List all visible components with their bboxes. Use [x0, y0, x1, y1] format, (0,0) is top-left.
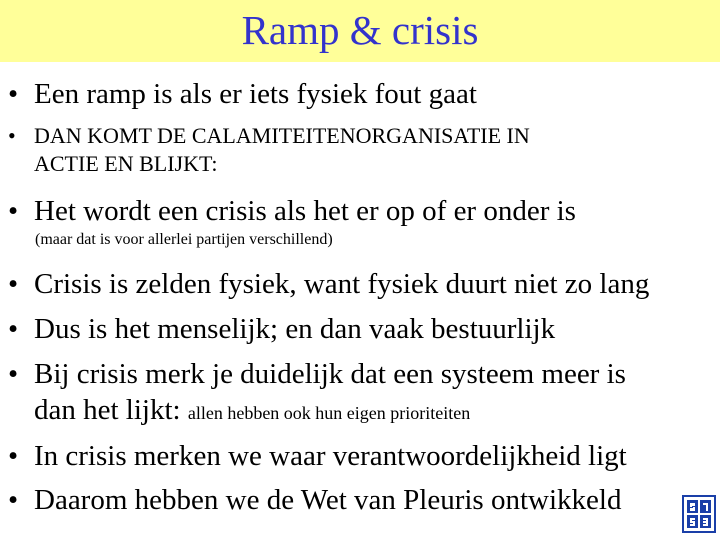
- bullet-text-line1: DAN KOMT DE CALAMITEITENORGANISATIE IN: [34, 123, 530, 148]
- bullet-text: In crisis merken we waar verantwoordelijkheid ligt: [34, 440, 627, 472]
- bullet-marker: •: [8, 268, 19, 300]
- logo-graphic: [682, 494, 716, 534]
- bullet-marker: •: [8, 123, 16, 148]
- bullet-text-line2-main: dan het lijkt:: [34, 394, 181, 426]
- bullet-marker: •: [8, 484, 19, 516]
- bullet-marker: •: [8, 440, 19, 472]
- bullet-text: Een ramp is als er iets fysiek fout gaat: [34, 78, 477, 110]
- bullet-text: Daarom hebben we de Wet van Pleuris ontwikkeld: [34, 484, 622, 516]
- bullet-text-line2: ACTIE EN BLIJKT:: [34, 151, 218, 176]
- bullet-text-line2: [34, 392, 470, 431]
- bullet-text: Het wordt een crisis als het er op of er onder is: [34, 195, 576, 227]
- bullet-text: Dus is het menselijk; en dan vaak bestuurlijk: [34, 313, 556, 345]
- bullet-marker: •: [8, 78, 19, 110]
- bullet-marker: •: [8, 313, 19, 345]
- bullet-text-line1: Bij crisis merk je duidelijk dat een systeem meer is: [34, 358, 626, 390]
- slide-title: Ramp & crisis: [241, 7, 479, 53]
- bullet-marker: •: [8, 195, 19, 227]
- university-logo-icon: [682, 494, 716, 534]
- bullet-text: Crisis is zelden fysiek, want fysiek duurt niet zo lang: [34, 268, 650, 300]
- bullet-text-line2-aside: allen hebben ook hun eigen prioriteiten: [187, 403, 471, 423]
- bullet-marker: •: [8, 358, 19, 390]
- bullet-note: (maar dat is voor allerlei partijen verschillend): [35, 231, 333, 248]
